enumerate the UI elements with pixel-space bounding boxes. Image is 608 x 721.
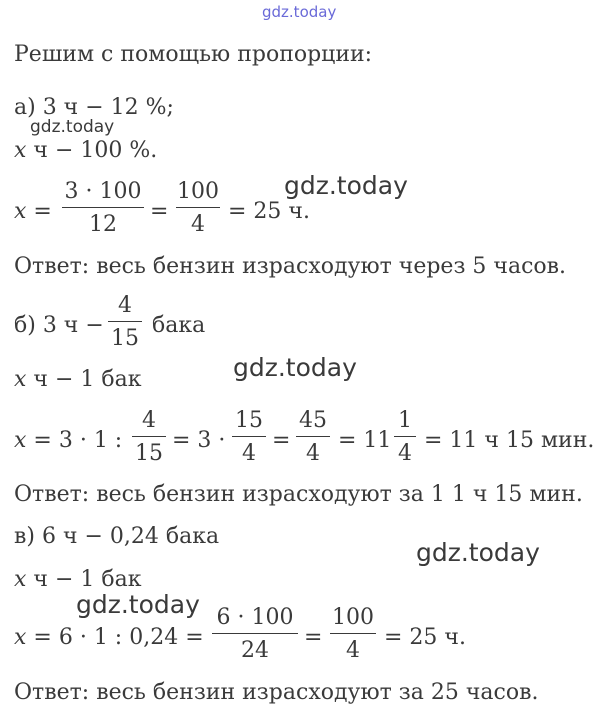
- part-a-eq2: =: [150, 199, 169, 224]
- part-a-eq-sign: =: [26, 199, 52, 224]
- fraction-bar: [296, 436, 330, 437]
- part-a-result: = 25 ч.: [228, 199, 310, 224]
- part-a-line2: [14, 138, 157, 164]
- part-b-frac4-den: 4: [398, 441, 412, 466]
- part-b-frac2-den: 4: [242, 441, 256, 466]
- part-b-frac2: [232, 408, 266, 467]
- part-a-eq-var: x: [14, 199, 27, 224]
- part-b-line1-start: б) 3 ч −: [14, 313, 104, 338]
- fraction-bar: [212, 633, 298, 634]
- part-b-frac1-den: 15: [135, 441, 163, 466]
- part-a-line2-var: x: [14, 138, 27, 163]
- part-a-frac2: [176, 179, 220, 238]
- watermark-small: gdz.today: [30, 117, 115, 137]
- part-a-line1: а) 3 ч − 12 %;: [14, 95, 174, 120]
- part-b-frac3-den: 4: [306, 441, 320, 466]
- fraction-bar: [176, 207, 220, 208]
- part-b-mid2: =: [272, 428, 291, 453]
- watermark-1: gdz.today: [284, 171, 408, 200]
- part-b-frac4-num: 1: [398, 408, 412, 433]
- part-b-answer: Ответ: весь бензин израсходуют за 1 1 ч 15 мин.: [14, 482, 583, 507]
- part-b-frac2-num: 15: [235, 408, 263, 433]
- part-c-line1: в) 6 ч − 0,24 бака: [14, 524, 220, 549]
- part-b-frac4: [394, 408, 416, 467]
- part-a-frac1: [62, 179, 144, 238]
- fraction-bar: [330, 633, 376, 634]
- part-c-answer: Ответ: весь бензин израсходуют за 25 часов.: [14, 680, 539, 705]
- part-c-frac1-num: 6 · 100: [216, 605, 294, 630]
- part-c-frac2-den: 4: [346, 638, 360, 663]
- part-c-line2-var: x: [14, 567, 27, 592]
- fraction-bar: [394, 436, 416, 437]
- part-b-mid1: = 3 ·: [172, 428, 226, 453]
- part-c-line2-rest: ч − 1 бак: [26, 567, 142, 592]
- part-b-line2-rest: ч − 1 бак: [26, 367, 142, 392]
- fraction-bar: [132, 436, 166, 437]
- part-c-mid1: =: [304, 625, 323, 650]
- part-b-line2: [14, 367, 141, 393]
- part-c-frac1: [212, 605, 298, 664]
- part-b-frac3: [296, 408, 330, 467]
- part-c-frac2-num: 100: [332, 605, 374, 630]
- part-a-answer: Ответ: весь бензин израсходуют через 5 часов.: [14, 254, 567, 279]
- part-b-line1-frac-den: 15: [111, 326, 139, 351]
- intro-text: Решим с помощью пропорции:: [14, 42, 373, 67]
- part-b-frac1-num: 4: [142, 408, 156, 433]
- part-c-eq-start: = 6 · 1 : 0,24 =: [26, 625, 204, 650]
- part-a-frac2-num: 100: [177, 179, 219, 204]
- part-a-frac2-den: 4: [191, 212, 205, 237]
- fraction-bar: [62, 207, 144, 208]
- part-c-eq-lhs: [14, 625, 204, 651]
- watermark-4: gdz.today: [76, 590, 200, 619]
- part-b-eq-var: x: [14, 428, 27, 453]
- part-b-eq-start: = 3 · 1 :: [26, 428, 123, 453]
- part-b-mid3: = 11: [338, 428, 392, 453]
- part-c-frac1-den: 24: [241, 638, 269, 663]
- part-a-frac1-num: 3 · 100: [64, 179, 142, 204]
- part-c-result: = 25 ч.: [384, 625, 466, 650]
- part-b-frac1: [132, 408, 166, 467]
- part-b-line1-end: бака: [152, 313, 206, 338]
- part-b-line2-var: x: [14, 367, 27, 392]
- part-a-line2-rest: ч − 100 %.: [26, 138, 158, 163]
- part-b-result: = 11 ч 15 мин.: [424, 428, 595, 453]
- part-b-eq-lhs: [14, 428, 122, 454]
- part-b-frac3-num: 45: [299, 408, 327, 433]
- part-c-frac2: [330, 605, 376, 664]
- part-b-line1-frac: [108, 293, 142, 352]
- watermark-2: gdz.today: [233, 353, 357, 382]
- part-b-line1-frac-num: 4: [118, 293, 132, 318]
- fraction-bar: [232, 436, 266, 437]
- part-a-frac1-den: 12: [89, 212, 117, 237]
- watermark-top: gdz.today: [262, 3, 337, 21]
- part-a-eq-lhs: [14, 199, 52, 225]
- part-c-eq-var: x: [14, 625, 27, 650]
- part-c-line2: [14, 567, 141, 593]
- watermark-3: gdz.today: [416, 538, 540, 567]
- fraction-bar: [108, 321, 142, 322]
